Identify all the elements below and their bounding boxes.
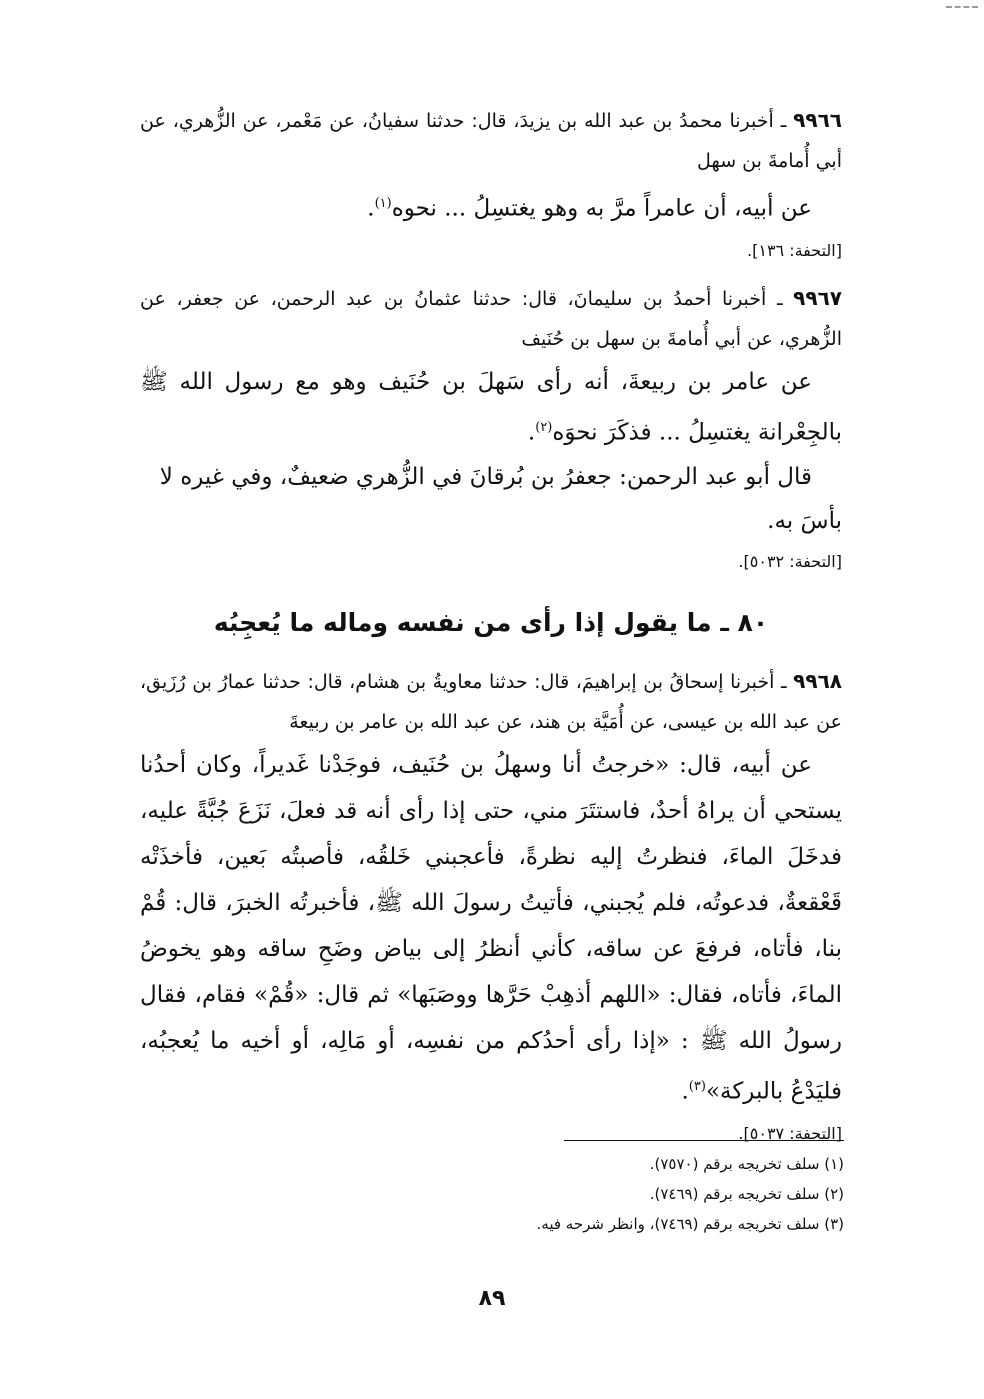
footnote-item: (٣) سلف تخريجه برقم (٧٤٦٩)، وانظر شرحه فيه.: [536, 1215, 844, 1233]
footnote-item: (١) سلف تخريجه برقم (٧٥٧٠).: [649, 1155, 844, 1173]
hadith-isnad: [140, 100, 842, 181]
hadith-number: ٩٩٦٦: [793, 108, 842, 132]
isnad-text: ـ أخبرنا أحمدُ بن سليمانَ، قال: حدثنا عثمانُ بن عبد الرحمن، عن جعفر، عن الزُّهري، عن أبي أُمامةَ بن سهل بن حُنَيف: [140, 287, 842, 350]
matn-text: عن أبيه، أن عامراً مرَّ به وهو يغتسِلُ ... نحوه: [391, 195, 812, 222]
hadith-9967: [140, 278, 842, 578]
footnotes: [284, 1140, 844, 1239]
author-comment: قال أبو عبد الرحمن: جعفرُ بن بُرقانَ في الزُّهري ضعيفٌ، وفي غيره لا بأسَ به.: [159, 464, 842, 535]
tuhfa-reference: [التحفة: ٥٠٣٧].: [738, 1123, 842, 1143]
tuhfa-reference: [التحفة: ٥٠٣٢].: [738, 552, 842, 572]
corner-scan-mark: [946, 6, 978, 8]
hadith-9966: [140, 100, 842, 266]
tuhfa-reference: [التحفة: ١٣٦].: [747, 240, 842, 260]
hadith-number: ٩٩٦٨: [793, 669, 842, 694]
hadith-isnad: [140, 278, 842, 359]
footnote-ref[interactable]: (١): [374, 196, 392, 211]
hadith-matn: [140, 742, 842, 1115]
matn-end: .: [367, 195, 375, 222]
hadith-number: ٩٩٦٧: [793, 285, 842, 310]
hadith-9968: [140, 661, 842, 1149]
matn-text: عن عامر بن ربيعةَ، أنه رأى سَهلَ بن حُنَيف وهو مع رسول الله ﷺ بالجِعْرانة يغتسِلُ ... فذكَرَ نحوَه: [140, 368, 842, 446]
matn-end: .: [527, 419, 536, 446]
matn-end: .: [681, 1078, 689, 1105]
footnote-ref[interactable]: (٣): [688, 1079, 706, 1095]
hadith-matn: [140, 181, 842, 232]
main-text: [140, 100, 842, 1161]
chapter-title: ٨٠ ـ ما يقول إذا رأى من نفسه وماله ما يُعجِبُه: [213, 608, 769, 638]
hadith-matn: [140, 359, 842, 456]
footnote-item: (٢) سلف تخريجه برقم (٧٤٦٩).: [649, 1185, 844, 1203]
footnote-ref[interactable]: (٢): [535, 419, 553, 435]
footnote-divider: [564, 1140, 844, 1141]
hadith-isnad: [140, 661, 842, 742]
isnad-text: ـ أخبرنا إسحاقُ بن إبراهيمَ، قال: حدثنا معاويةُ بن هشام، قال: حدثنا عمارُ بن رُزَيق، عن عبد الله بن عيسى، عن أُمَيَّة بن هند، عن عبد الله بن عامر بن ربيعةَ: [140, 671, 842, 734]
isnad-text: ـ أخبرنا محمدُ بن عبد الله بن يزيدَ، قال: حدثنا سفيانُ، عن مَعْمر، عن الزُّهري، عن أبي أُمامةَ بن سهل: [140, 110, 842, 172]
page-number: ٨٩: [478, 1286, 506, 1311]
matn-text: عن أبيه، قال: «خرجتُ أنا وسهلُ بن حُنَيف، فوجَدْنا غَديراً، وكان أحدُنا يستحي أن يراهُ أحدٌ، فاستتَرَ مني، حتى إذا رأى أنه قد فعلَ، نَزَعَ جُبَّةً عليه، فدخَلَ الماءَ، فنظرتُ إليه نظرةً، فأعجبني خَلقُه، فأصبتُه بَعين، فأخذَتْه قَعْقعةٌ، فدعوتُه، فلم يُجبني، فأتيتُ رسولَ الله ﷺ، فأخبرتُه الخبرَ، قال: قُمْ بنا، فأتاه، فرفعَ عن ساقه، كأني أنظرُ إلى بياض وضَحِ ساقه وهو يخوضُ الماءَ، فأتاه، فقال: «اللهم أذهِبْ حَرَّها ووصَبَها» ثم قال: «قُمْ» فقام، فقال رسولُ الله ﷺ : «إذا رأى أحدُكم من نفسِه، أو مَالِه، أو أخيه ما يُعجبُه، فليَدْعُ بالبركة»: [140, 752, 842, 1105]
